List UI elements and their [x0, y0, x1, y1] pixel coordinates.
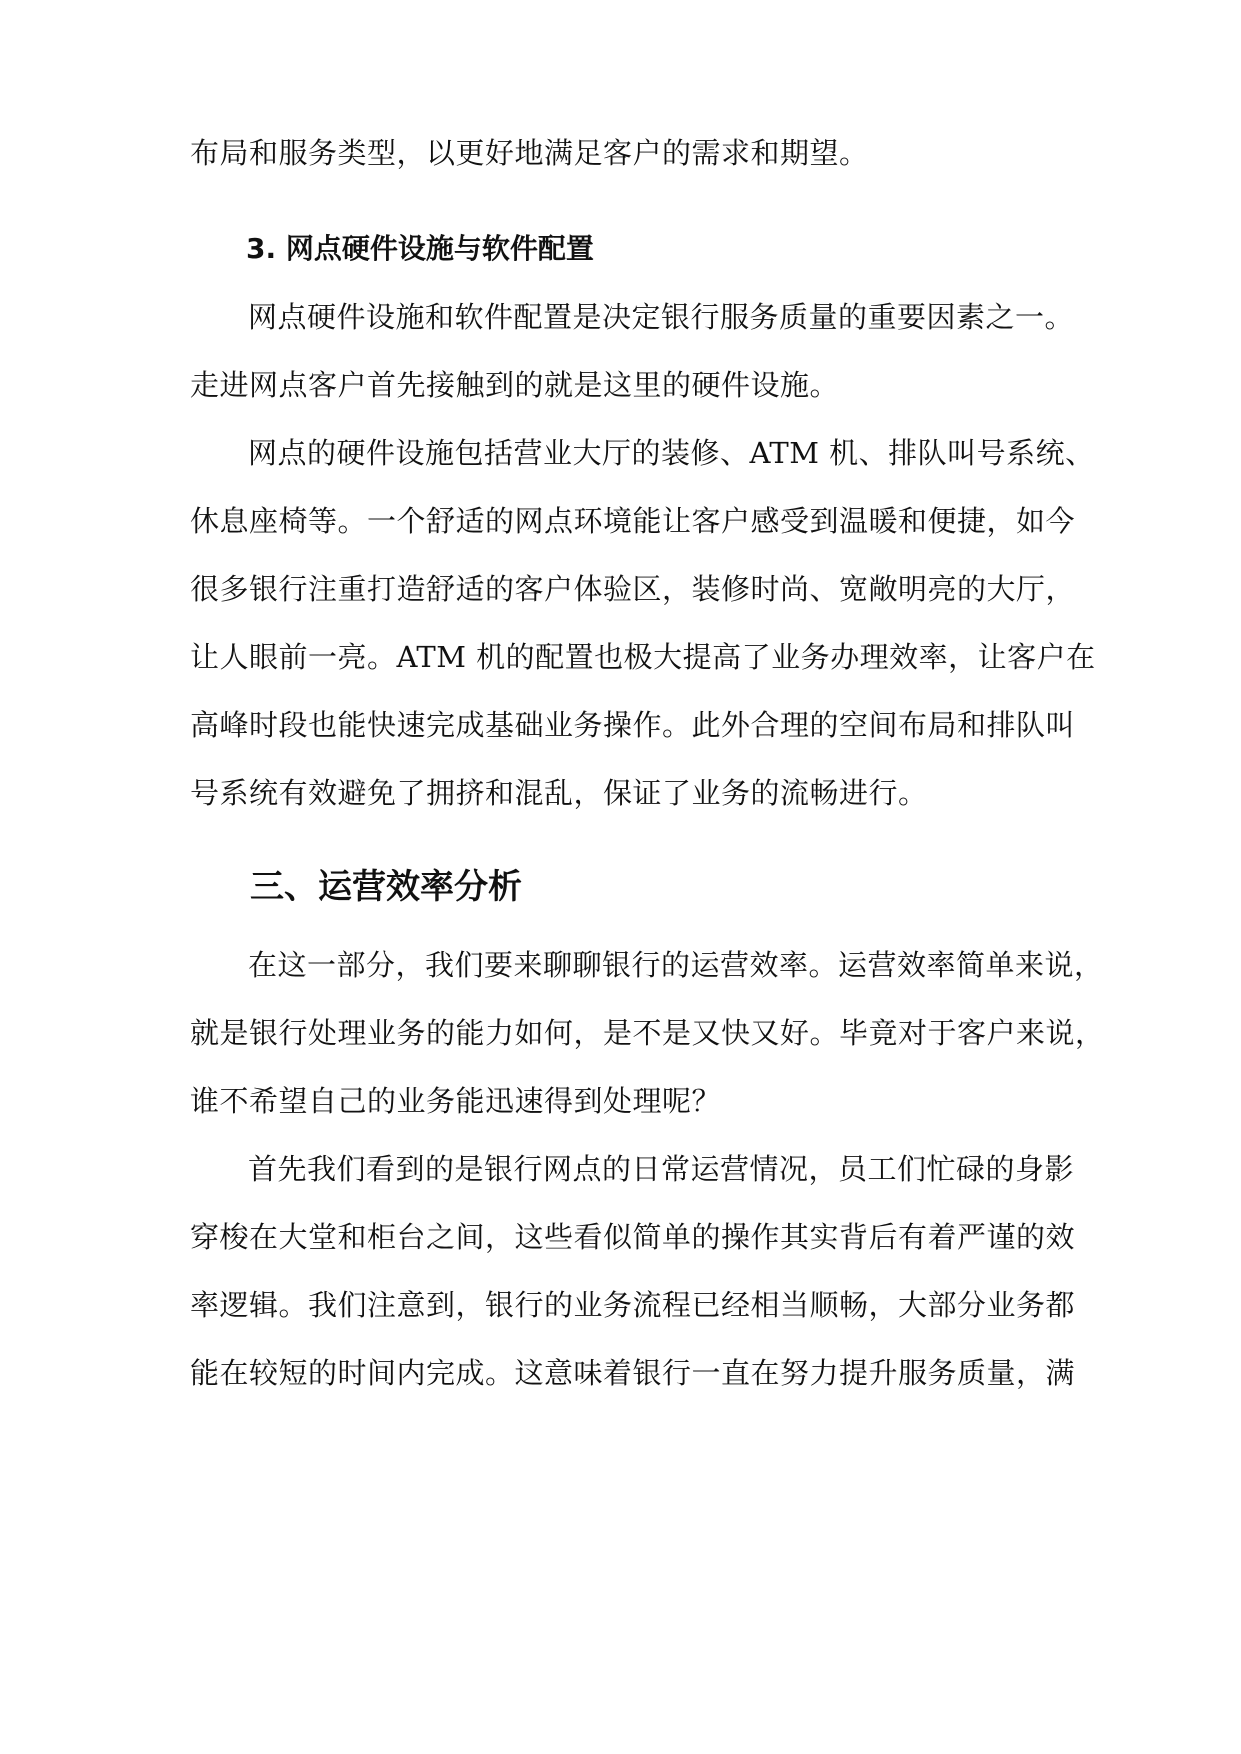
subsection-title: 3. 网点硬件设施与软件配置 [246, 232, 594, 265]
paragraph-line: 率逻辑。我们注意到，银行的业务流程已经相当顺畅，大部分业务都 [190, 1288, 1076, 1322]
paragraph-line: 高峰时段也能快速完成基础业务操作。此外合理的空间布局和排队叫 [190, 708, 1076, 742]
paragraph-line: 在这一部分，我们要来聊聊银行的运营效率。运营效率简单来说， [248, 948, 1104, 982]
paragraph-line: 布局和服务类型，以更好地满足客户的需求和期望。 [190, 136, 869, 170]
paragraph-line: 能在较短的时间内完成。这意味着银行一直在努力提升服务质量，满 [190, 1356, 1076, 1390]
paragraph-line: 谁不希望自己的业务能迅速得到处理呢？ [190, 1084, 722, 1118]
section-title: 三、运营效率分析 [250, 867, 522, 907]
paragraph-line: 休息座椅等。一个舒适的网点环境能让客户感受到温暖和便捷，如今 [190, 504, 1076, 538]
paragraph-line: 网点的硬件设施包括营业大厅的装修、ATM 机、排队叫号系统、 [248, 436, 1095, 470]
paragraph-line: 就是银行处理业务的能力如何，是不是又快又好。毕竟对于客户来说， [190, 1016, 1105, 1050]
paragraph-line: 号系统有效避免了拥挤和混乱，保证了业务的流畅进行。 [190, 776, 928, 810]
paragraph-line: 很多银行注重打造舒适的客户体验区，装修时尚、宽敞明亮的大厅， [190, 572, 1076, 606]
paragraph-line: 首先我们看到的是银行网点的日常运营情况，员工们忙碌的身影 [248, 1152, 1075, 1186]
paragraph-line: 穿梭在大堂和柜台之间，这些看似简单的操作其实背后有着严谨的效 [190, 1220, 1076, 1254]
paragraph-line: 走进网点客户首先接触到的就是这里的硬件设施。 [190, 368, 840, 402]
paragraph-line: 让人眼前一亮。ATM 机的配置也极大提高了业务办理效率，让客户在 [190, 640, 1096, 674]
paragraph-line: 网点硬件设施和软件配置是决定银行服务质量的重要因素之一。 [248, 300, 1075, 334]
